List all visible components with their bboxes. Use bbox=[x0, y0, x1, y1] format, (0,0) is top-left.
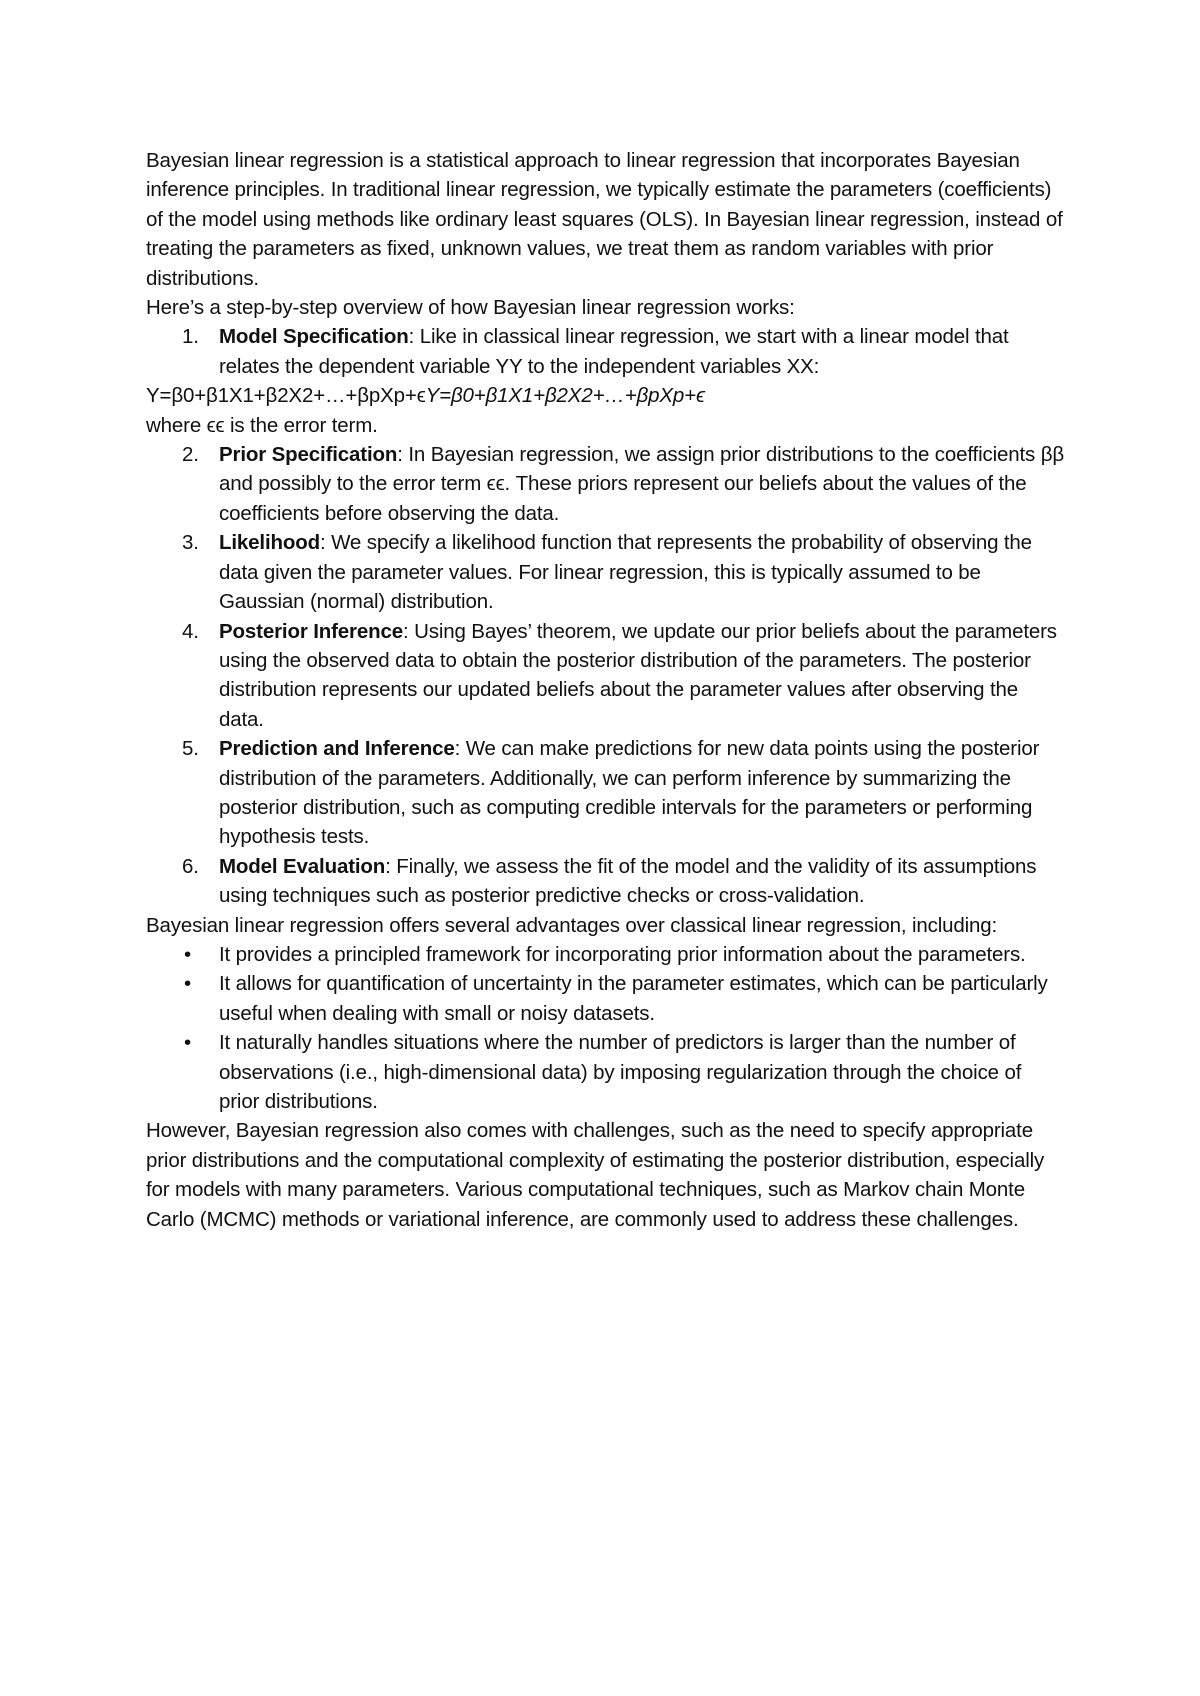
step-text: : In Bayesian regression, we assign prior distributions to the coefficients ββ and possibly to the error term ϵϵ. These priors represent our beliefs about the values of the coefficients before observing the data. bbox=[219, 443, 1064, 525]
step-item-prior-specification bbox=[146, 440, 1066, 528]
step-item-prediction-and-inference bbox=[146, 734, 1066, 852]
list-item bbox=[146, 1028, 1066, 1116]
closing-paragraph: However, Bayesian regression also comes with challenges, such as the need to specify appropriate prior distributions and the computational complexity of estimating the posterior distribution, especially for models with many parameters. Various computational techniques, such as Markov chain Monte Carlo (MCMC) methods or variational inference, are commonly used to address these challenges. bbox=[146, 1119, 1045, 1231]
bullet-icon: • bbox=[184, 1031, 192, 1055]
step-item-posterior-inference bbox=[146, 617, 1066, 735]
intro-paragraph: Bayesian linear regression is a statistical approach to linear regression that incorporates Bayesian inference principles. In traditional linear regression, we typically estimate the parameters (coefficients) of the model using methods like ordinary least squares (OLS). In Bayesian linear regression, instead of treating the parameters as fixed, unknown values, we treat them as random variables with prior distributions. bbox=[146, 149, 1063, 290]
regression-formula bbox=[146, 381, 1066, 410]
bullet-icon: • bbox=[184, 972, 192, 996]
advantages-list bbox=[146, 940, 1066, 1116]
step-title: Posterior Inference bbox=[219, 619, 403, 643]
formula-plain: Y=β0+β1X1+β2X2+…+βpXp+ϵ bbox=[146, 384, 426, 408]
step-item-likelihood bbox=[146, 528, 1066, 616]
step-number: 1. bbox=[182, 325, 199, 349]
error-term-note: where ϵϵ is the error term. bbox=[146, 413, 378, 437]
list-item bbox=[146, 940, 1066, 969]
step-title: Model Specification bbox=[219, 325, 409, 349]
step-text: : Like in classical linear regression, we start with a linear model that relates the dependent variable YY to the independent variables XX: bbox=[219, 325, 1009, 378]
overview-lead: Here’s a step-by-step overview of how Bayesian linear regression works: bbox=[146, 296, 795, 320]
formula-italic: Y=β0+β1X1+β2X2+…+βpXp+ϵ bbox=[425, 384, 705, 408]
step-text: : Using Bayes’ theorem, we update our prior beliefs about the parameters using the observed data to obtain the posterior distribution of the parameters. The posterior distribution represents our updated beliefs about the parameter values after observing the data. bbox=[219, 619, 1057, 731]
step-title: Prior Specification bbox=[219, 443, 398, 467]
list-item bbox=[146, 969, 1066, 1028]
advantage-text: It provides a principled framework for incorporating prior information about the parameters. bbox=[219, 942, 1026, 966]
step-text: : We can make predictions for new data points using the posterior distribution of the parameters. Additionally, we can perform inference by summarizing the posterior distribution, such as computing credible intervals for the parameters or performing hypothesis tests. bbox=[219, 737, 1040, 849]
step-text: : Finally, we assess the fit of the model and the validity of its assumptions using techniques such as posterior predictive checks or cross-validation. bbox=[219, 854, 1037, 908]
document-page bbox=[146, 146, 1066, 1234]
step-item-model-evaluation bbox=[146, 852, 1066, 911]
advantage-text: It naturally handles situations where the number of predictors is larger than the number of observations (i.e., high-dimensional data) by imposing regularization through the choice of prior distributions. bbox=[219, 1031, 1022, 1113]
bullet-icon: • bbox=[184, 942, 192, 966]
step-title: Likelihood bbox=[219, 531, 321, 555]
formula-block bbox=[146, 381, 1066, 440]
step-title: Model Evaluation bbox=[219, 854, 386, 878]
step-number: 3. bbox=[182, 531, 199, 555]
step-number: 6. bbox=[182, 854, 199, 878]
advantages-lead: Bayesian linear regression offers several advantages over classical linear regression, including: bbox=[146, 913, 998, 937]
step-number: 2. bbox=[182, 443, 199, 467]
step-number: 4. bbox=[182, 619, 199, 643]
steps-list bbox=[146, 322, 1066, 910]
step-item-model-specification bbox=[146, 322, 1066, 440]
step-number: 5. bbox=[182, 737, 199, 761]
step-title: Prediction and Inference bbox=[219, 737, 455, 761]
advantage-text: It allows for quantification of uncertainty in the parameter estimates, which can be particularly useful when dealing with small or noisy datasets. bbox=[219, 972, 1048, 1025]
step-text: : We specify a likelihood function that represents the probability of observing the data given the parameter values. For linear regression, this is typically assumed to be Gaussian (normal) distribution. bbox=[219, 531, 1032, 614]
